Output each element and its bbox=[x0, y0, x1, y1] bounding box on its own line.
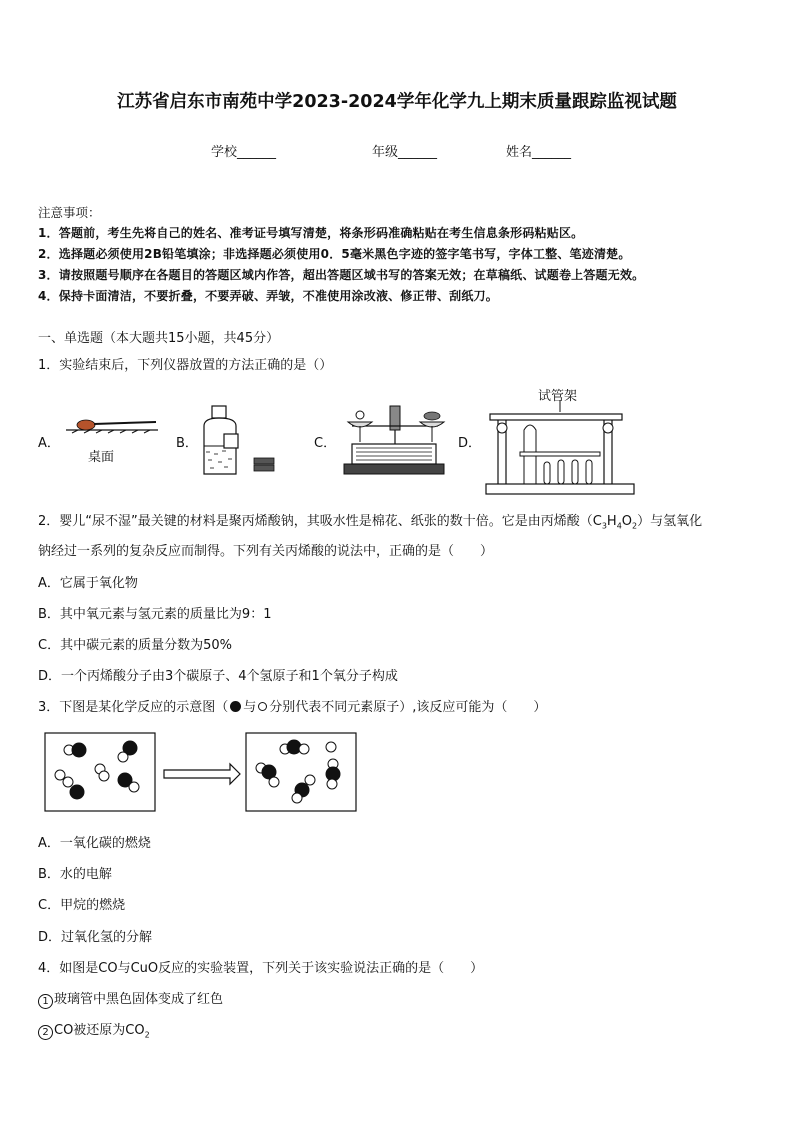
q2-stem-text-b: ）与氢氧化 bbox=[637, 514, 703, 529]
q3-option-b: B．水的电解 bbox=[38, 867, 112, 882]
q1-rack-label: 试管架 bbox=[538, 389, 578, 404]
q3-stem-text-a: 3．下图是某化学反应的示意图（ bbox=[38, 700, 229, 715]
q1-figure-c-balance bbox=[338, 402, 450, 478]
section-heading: 一、单选题（本大题共15小题，共45分） bbox=[38, 331, 280, 346]
q2-formula-o: O bbox=[621, 514, 633, 529]
q3-stem-text-c: 分别代表不同元素原子）,该反应可能为（ ） bbox=[269, 700, 547, 715]
question-3-stem bbox=[38, 696, 546, 715]
q3-reaction-diagram bbox=[40, 730, 360, 814]
question-2-stem-line2: 钠经过一系列的复杂反应而制得。下列有关丙烯酸的说法中，正确的是（ ） bbox=[38, 544, 494, 559]
question-1-stem: 1．实验结束后，下列仪器放置的方法正确的是（） bbox=[38, 358, 333, 373]
q3-option-a: A．一氧化碳的燃烧 bbox=[38, 836, 151, 851]
white-atom-icon bbox=[258, 702, 267, 711]
note-item: 4．保持卡面清洁，不要折叠，不要弄破、弄皱，不准使用涂改液、修正带、刮纸刀。 bbox=[38, 289, 498, 303]
question-4-stem: 4．如图是CO与CuO反应的实验装置，下列关于该实验说法正确的是（ ） bbox=[38, 961, 484, 976]
name-field: 姓名______ bbox=[506, 145, 572, 160]
q1-figure-b-reagent-bottle bbox=[200, 404, 280, 476]
note-item: 1．答题前，考生先将自己的姓名、准考证号填写清楚，将条形码准确粘贴在考生信息条形码粘贴区。 bbox=[38, 226, 584, 240]
q1-table-label: 桌面 bbox=[88, 450, 115, 465]
q2-option-c: C．其中碳元素的质量分数为50% bbox=[38, 638, 232, 653]
q2-subscript: 2 bbox=[632, 521, 638, 531]
q1-option-a-label: A． bbox=[38, 436, 60, 451]
black-atom-icon bbox=[230, 701, 241, 712]
q4-statement-2-text: CO被还原为CO bbox=[54, 1023, 145, 1038]
q2-formula-h: H bbox=[606, 514, 617, 529]
q3-option-d: D．过氧化氢的分解 bbox=[38, 930, 153, 945]
note-item: 2．选择题必须使用2B铅笔填涂；非选择题必须使用0．5毫米黑色字迹的签字笔书写，字体工整、笔迹清楚。 bbox=[38, 247, 631, 261]
q2-option-b: B．其中氧元素与氢元素的质量比为9：1 bbox=[38, 607, 272, 622]
q3-stem-text-b: 与 bbox=[243, 700, 257, 715]
q1-figure-d-test-tube-rack bbox=[484, 400, 636, 498]
grade-field: 年级______ bbox=[372, 145, 438, 160]
q4-statement-1-text: 玻璃管中黑色固体变成了红色 bbox=[54, 992, 224, 1007]
page-title: 江苏省启东市南苑中学2023-2024学年化学九上期末质量跟踪监视试题 bbox=[117, 92, 677, 112]
q2-option-d: D．一个丙烯酸分子由3个碳原子、4个氢原子和1个氧分子构成 bbox=[38, 669, 398, 684]
q1-option-b-label: B． bbox=[176, 436, 198, 451]
q3-option-c: C．甲烷的燃烧 bbox=[38, 898, 126, 913]
q2-stem-text-a: 2．婴儿“尿不湿”最关键的材料是聚丙烯酸钠，其吸水性是棉花、纸张的数十倍。它是由丙烯酸（C bbox=[38, 514, 602, 529]
q1-option-c-label: C． bbox=[314, 436, 337, 451]
q1-option-d-label: D． bbox=[458, 436, 482, 451]
notes-heading: 注意事项： bbox=[38, 205, 101, 220]
q2-subscript: 3 bbox=[601, 521, 607, 531]
school-field: 学校______ bbox=[211, 145, 277, 160]
q4-subscript: 2 bbox=[144, 1030, 150, 1040]
q2-option-a: A．它属于氧化物 bbox=[38, 576, 138, 591]
circled-number-2: 2 bbox=[38, 1025, 53, 1040]
circled-number-1: 1 bbox=[38, 994, 53, 1009]
question-2-stem-line1 bbox=[38, 510, 702, 531]
q2-subscript: 4 bbox=[616, 521, 622, 531]
q4-statement-2 bbox=[38, 1019, 150, 1040]
note-item: 3．请按照题号顺序在各题目的答题区域内作答，超出答题区域书写的答案无效；在草稿纸、试题卷上答题无效。 bbox=[38, 268, 645, 282]
q4-statement-1 bbox=[38, 988, 223, 1009]
